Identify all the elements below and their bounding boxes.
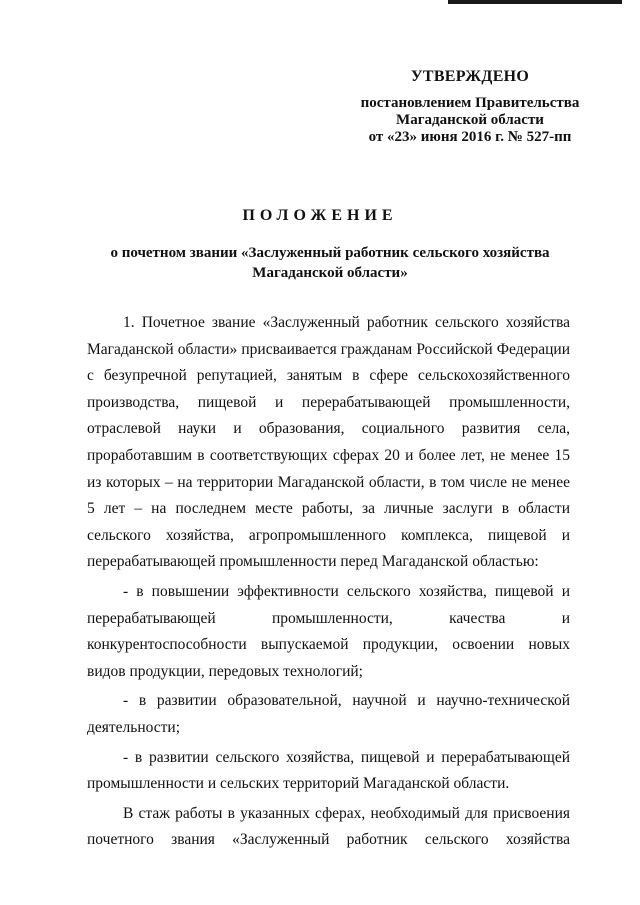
approval-line-1: постановлением Правительства xyxy=(360,95,580,111)
approval-line-3: от «23» июня 2016 г. № 527-пп xyxy=(368,129,572,145)
document-subtitle xyxy=(80,243,580,283)
subtitle-line-1: о почетном звании «Заслуженный работник сельского хозяйства xyxy=(110,245,550,261)
paragraph-1: 1. Почетное звание «Заслуженный работник сельского хозяйства Магаданской области» присваивается гражданам Российской Федерации с безупречной репутацией, занятым в сфере сельскохозяйственного производства, пищевой и перерабатывающей промышленности, отраслевой науки и образования, социального развития села, проработавшим в соответствующих сферах 20 и более лет, не менее 15 из которых – на территории Магаданской области, в том числе не менее 5 лет – на последнем месте работы, за личные заслуги в области сельского хозяйства, агропромышленного комплекса, пищевой и перерабатывающей промышленности перед Магаданской областью: xyxy=(87,314,570,571)
paragraph-5: В стаж работы в указанных сферах, необходимый для присвоения почетного звания «Заслуженный работник сельского хозяйства xyxy=(87,804,570,849)
approval-title: УТВЕРЖДЕНО xyxy=(410,68,530,85)
scan-edge-mark xyxy=(448,0,622,4)
paragraph-2: - в повышении эффективности сельского хозяйства, пищевой и перерабатывающей промышленности, качества и конкурентоспособности выпускаемой продукции, освоении новых видов продукции, передовых технологий; xyxy=(87,582,570,680)
paragraph-3: - в развитии образовательной, научной и научно-технической деятельности; xyxy=(87,692,570,736)
document-body xyxy=(87,310,570,854)
subtitle-line-2: Магаданской области» xyxy=(252,265,408,281)
approval-stamp-block xyxy=(336,68,604,146)
document-title: ПОЛОЖЕНИЕ xyxy=(242,207,398,224)
approval-line-2: Магаданской области xyxy=(396,112,544,128)
paragraph-4: - в развитии сельского хозяйства, пищевой и перерабатывающей промышленности и сельских территорий Магаданской области. xyxy=(87,748,570,793)
